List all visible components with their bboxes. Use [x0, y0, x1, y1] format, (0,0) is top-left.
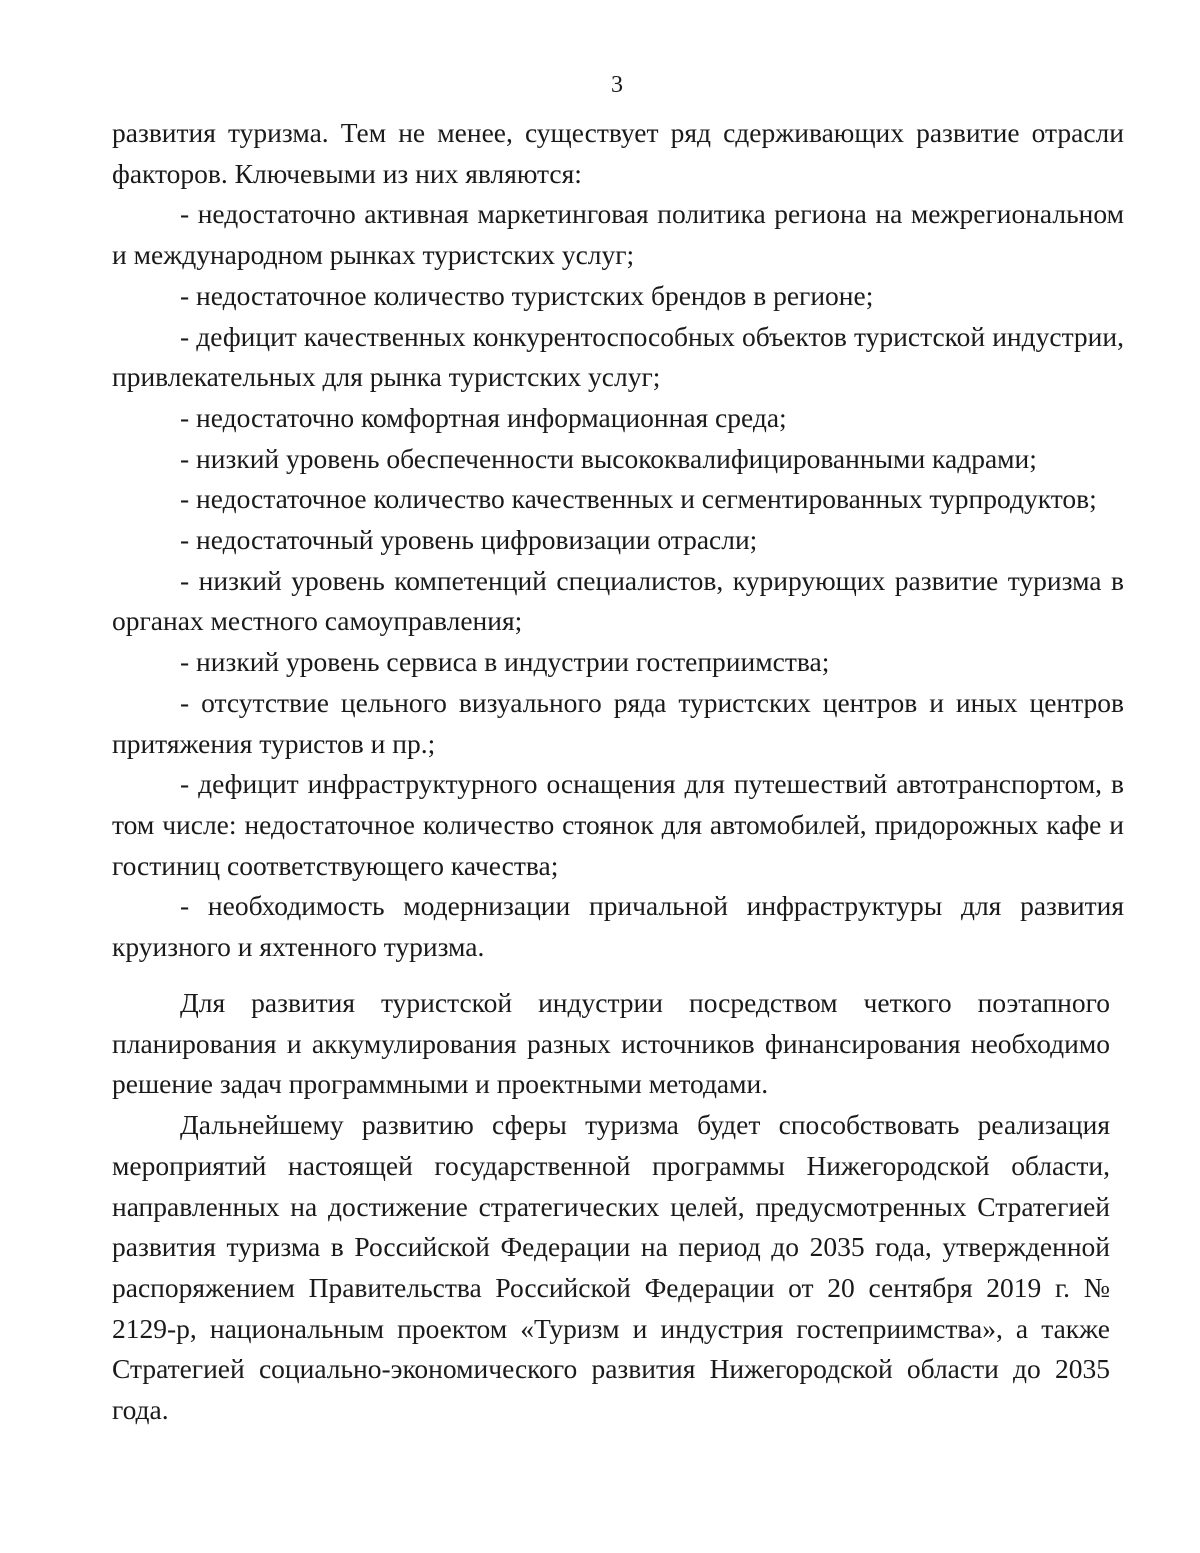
list-item-information-environment: - недостаточно комфортная информационная среда; — [180, 401, 787, 433]
document-body — [112, 113, 1124, 968]
list-item-road-infrastructure: - дефицит инфраструктурного оснащения для путешествий автотранспортом, в том числе: недостаточное количество стоянок для автомобилей, придорожных кафе и гостиниц соответствующего качества; — [112, 768, 1124, 881]
list-item-tourist-brands: - недостаточное количество туристских брендов в регионе; — [180, 279, 874, 311]
list-item-service-level: - низкий уровень сервиса в индустрии гостеприимства; — [180, 646, 830, 678]
list-item-qualified-staff: - низкий уровень обеспеченности высококвалифицированными кадрами; — [180, 442, 1037, 474]
list-item-specialist-competence: - низкий уровень компетенций специалистов, курирующих развитие туризма в органах местного самоуправления; — [112, 564, 1124, 637]
paragraph-intro: развития туризма. Тем не менее, существует ряд сдерживающих развитие отрасли факторов. Ключевыми из них являются: — [112, 117, 1124, 189]
list-item-industry-objects: - дефицит качественных конкурентоспособных объектов туристской индустрии, привлекательных для рынка туристских услуг; — [112, 320, 1124, 393]
list-item-marketing-policy: - недостаточно активная маркетинговая политика региона на межрегиональном и международном рынках туристских услуг; — [112, 198, 1124, 271]
list-item-visual-series: - отсутствие цельного визуального ряда туристских центров и иных центров притяжения туристов и пр.; — [112, 686, 1124, 759]
list-item-tour-products: - недостаточное количество качественных и сегментированных турпродуктов; — [180, 483, 1097, 515]
paragraph-planning: Для развития туристской индустрии посредством четкого поэтапного планирования и аккумулирования разных источников финансирования необходимо решение задач программными и проектными методами. — [112, 987, 1110, 1100]
list-item-digitalization: - недостаточный уровень цифровизации отрасли; — [180, 524, 758, 556]
document-conclusion — [112, 983, 1110, 1431]
list-item-berth-infrastructure: - необходимость модернизации причальной инфраструктуры для развития круизного и яхтенного туризма. — [112, 890, 1124, 963]
paragraph-strategy: Дальнейшему развитию сферы туризма будет способствовать реализация мероприятий настоящей государственной программы Нижегородской области, направленных на достижение стратегических целей, предусмотренных Стратегией развития туризма в Российской Федерации на период до 2035 года, утвержденной распоряжением Правительства Российской Федерации от 20 сентября 2019 г. № 2129-р, национальным проектом «Туризм и индустрия гостеприимства», а также Стратегией социально-экономического развития Нижегородской области до 2035 года. — [112, 1109, 1110, 1426]
page-number: 3 — [611, 72, 623, 98]
